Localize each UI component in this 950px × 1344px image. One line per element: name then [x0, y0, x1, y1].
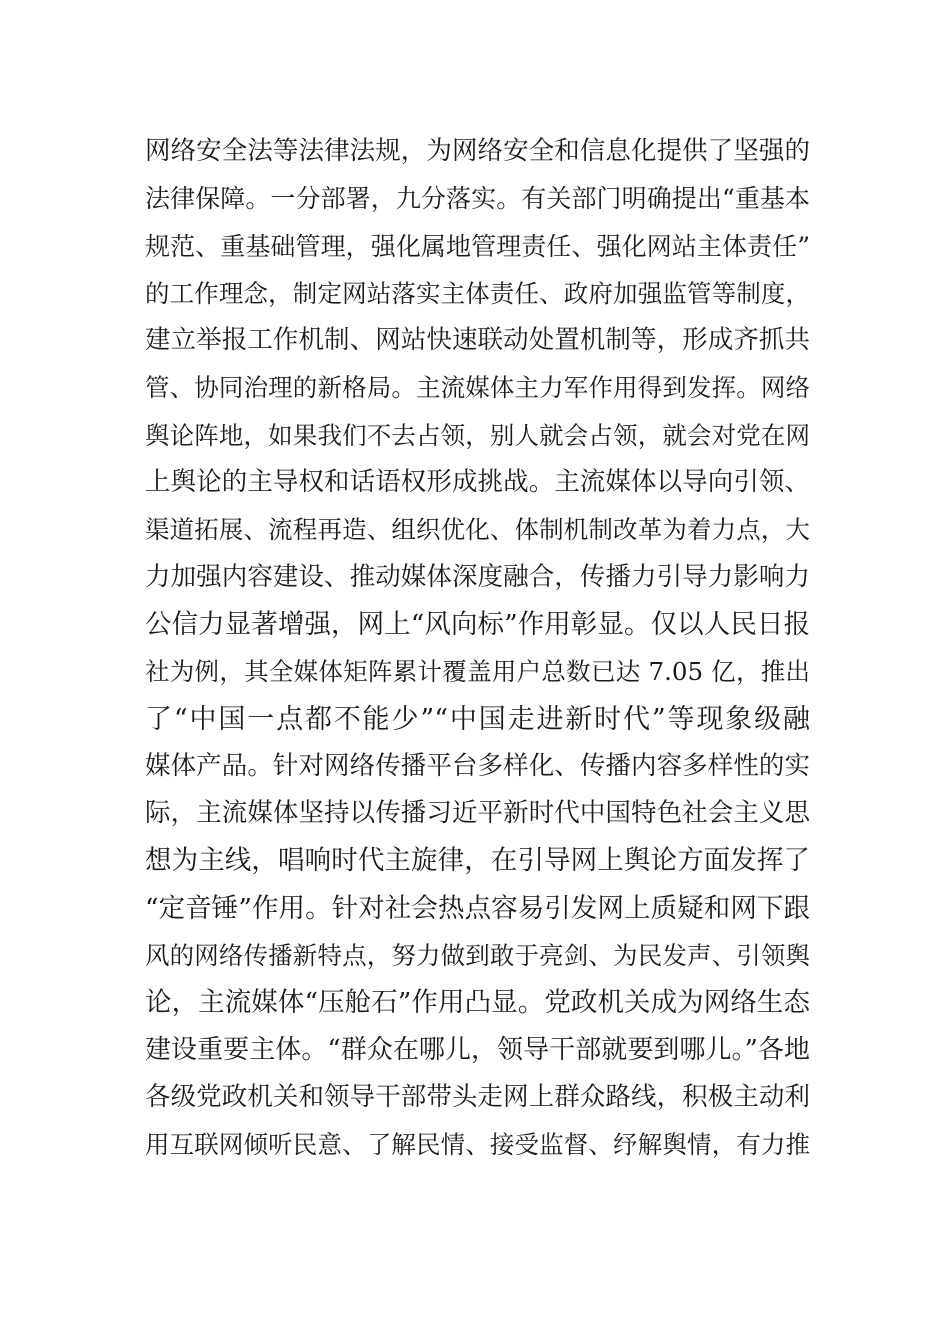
- text-line: 管、协同治理的新格局。主流媒体主力军作用得到发挥。网络: [145, 373, 810, 403]
- text-line: 建设重要主体。“群众在哪儿，领导干部就要到哪儿。”各地: [145, 1034, 810, 1065]
- text-line: 网络安全法等法律法规，为网络安全和信息化提供了坚强的: [145, 136, 810, 166]
- text-line: 想为主线，唱响时代主旋律，在引导网上舆论方面发挥了: [145, 845, 810, 877]
- text-line: 了“中国一点都不能少”“中国走进新时代”等现象级融: [145, 703, 810, 735]
- text-line: 论，主流媒体“压舱石”作用凸显。党政机关成为网络生态: [145, 987, 810, 1019]
- text-line: 际，主流媒体坚持以传播习近平新时代中国特色社会主义思: [145, 798, 810, 829]
- text-line: 的工作理念，制定网站落实主体责任、政府加强监管等制度，: [145, 278, 810, 308]
- text-line: 风的网络传播新特点，努力做到敢于亮剑、为民发声、引领舆: [145, 941, 810, 971]
- text-line: 建立举报工作机制、网站快速联动处置机制等，形成齐抓共: [145, 325, 810, 356]
- text-line: 法律保障。一分部署，九分落实。有关部门明确提出“重基本: [145, 184, 810, 214]
- text-line: 用互联网倾听民意、了解民情、接受监督、纾解舆情，有力推: [145, 1130, 810, 1160]
- text-line: 社为例，其全媒体矩阵累计覆盖用户总数已达 7.05 亿，推出: [145, 657, 810, 687]
- text-line: 舆论阵地，如果我们不去占领，别人就会占领，就会对党在网: [145, 420, 810, 450]
- text-line: 规范、重基础管理，强化属地管理责任、强化网站主体责任”: [145, 231, 810, 261]
- text-line: “定音锤”作用。针对社会热点容易引发网上质疑和网下跟: [145, 892, 810, 924]
- text-line: 上舆论的主导权和话语权形成挑战。主流媒体以导向引领、: [145, 467, 810, 498]
- text-line: 各级党政机关和领导干部带头走网上群众路线，积极主动利: [145, 1081, 810, 1112]
- text-line: 公信力显著增强，网上“风向标”作用彰显。仅以人民日报: [145, 608, 810, 640]
- text-line: 力加强内容建设、推动媒体深度融合，传播力引导力影响力: [145, 561, 810, 592]
- text-line: 媒体产品。针对网络传播平台多样化、传播内容多样性的实: [145, 750, 810, 781]
- text-line: 渠道拓展、流程再造、组织优化、体制机制改革为着力点，大: [145, 515, 810, 545]
- body-paragraph: [145, 128, 810, 1169]
